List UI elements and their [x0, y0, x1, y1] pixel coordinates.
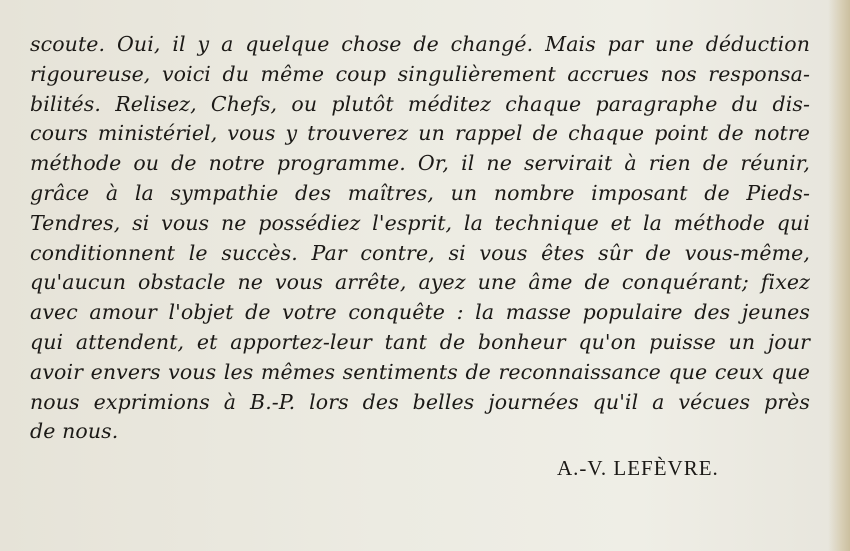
- text-line-9: qu'aucun obstacle ne vous arrête, ayez une âme de conquérant; fixez: [30, 270, 810, 295]
- text-line-6: grâce à la sympathie des maîtres, un nombre imposant de Pieds-: [30, 180, 810, 205]
- text-line-3: bilités. Relisez, Chefs, ou plutôt méditez chaque paragraphe du dis-: [30, 91, 810, 116]
- text-line-8: conditionnent le succès. Par contre, si vous êtes sûr de vous-même,: [30, 240, 810, 265]
- text-line-4: cours ministériel, vous y trouverez un rappel de chaque point de notre: [30, 121, 810, 146]
- body-paragraph: [30, 30, 810, 447]
- text-line-10: avec amour l'objet de votre conquête : la masse populaire des jeunes: [30, 300, 810, 325]
- page-edge-shadow: [828, 0, 850, 551]
- author-signature: A.-V. LEFÈVRE.: [557, 456, 719, 480]
- text-line-7: Tendres, si vous ne possédiez l'esprit, la technique et la méthode qui: [30, 210, 810, 235]
- text-line-1: scoute. Oui, il y a quelque chose de changé. Mais par une déduction: [30, 32, 810, 56]
- text-line-12: avoir envers vous les mêmes sentiments de reconnaissance que ceux que: [30, 359, 810, 384]
- text-line-13: nous exprimions à B.-P. lors des belles journées qu'il a vécues près: [30, 389, 810, 414]
- text-line-14: de nous.: [30, 419, 119, 444]
- text-line-11: qui attendent, et apportez-leur tant de bonheur qu'on puisse un jour: [30, 329, 810, 354]
- text-line-5: méthode ou de notre programme. Or, il ne servirait à rien de réunir,: [30, 151, 810, 176]
- text-line-2: rigoureuse, voici du même coup singulièrement accrues nos responsa-: [30, 61, 810, 86]
